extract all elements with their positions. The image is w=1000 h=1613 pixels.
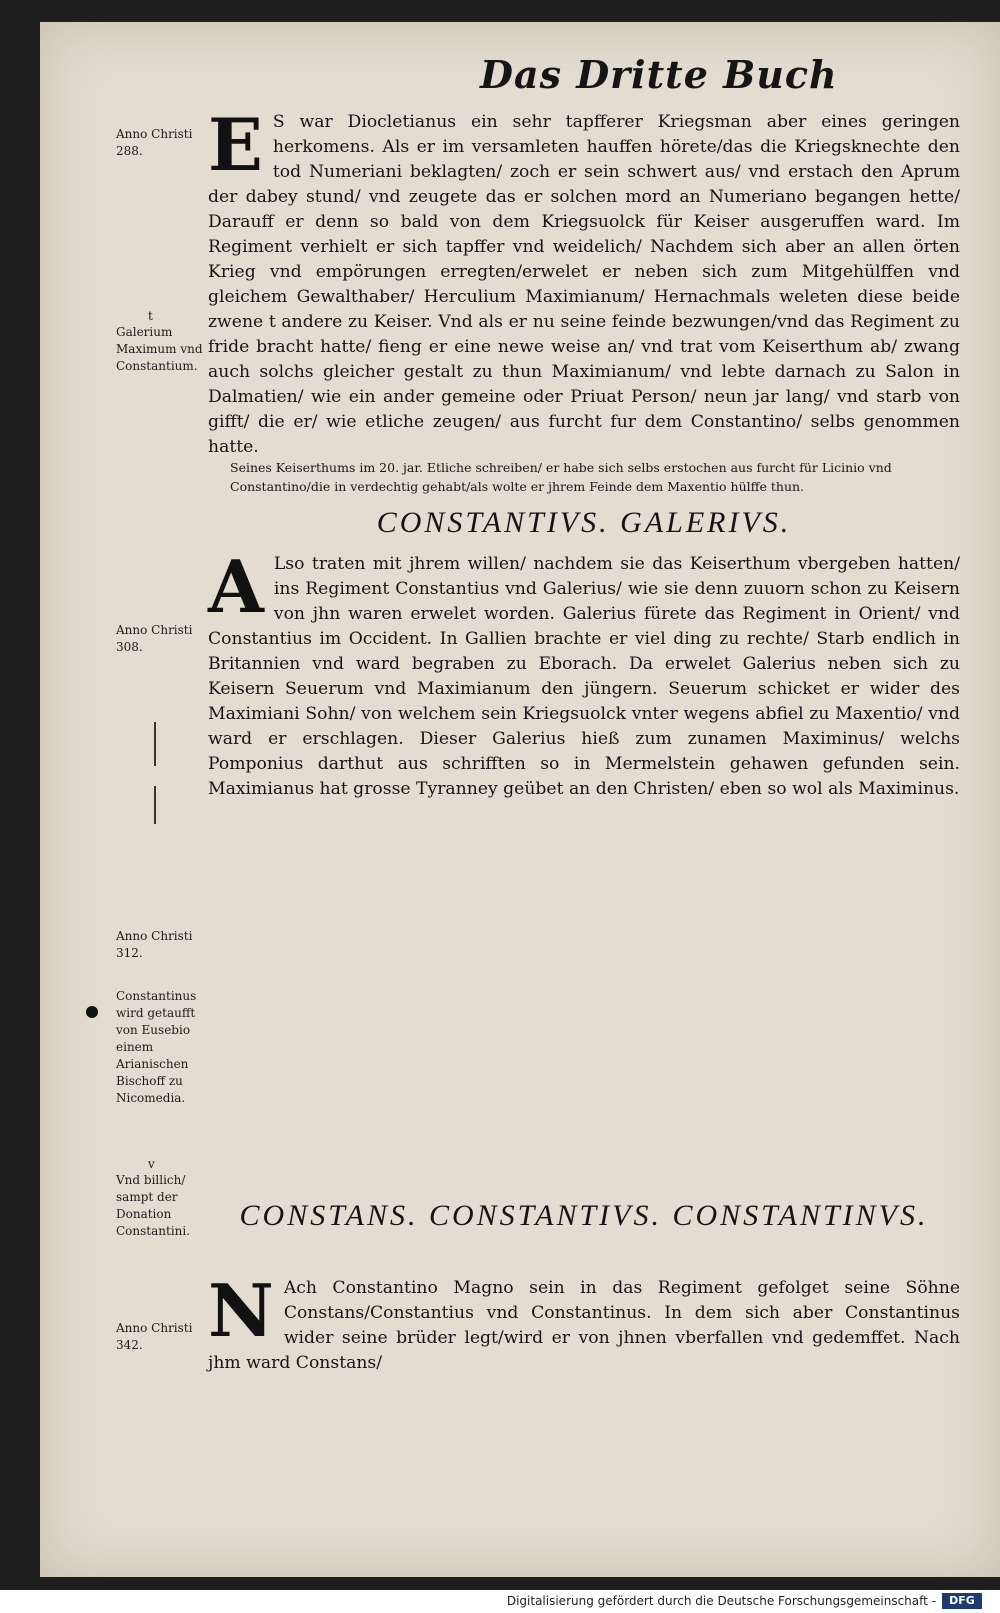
footer-credit: Digitalisierung gefördert durch die Deutsche Forschungsgemeinschaft - [506,1594,936,1608]
paragraph: Ach Constantino Magno sein in das Regiment gefolget seine Söhne Constans/Constantius vnd Constantinus. In dem sich aber Constantinus wider seine brüder legt/wird er von jhnen vberfallen vnd gedemffet. Nach jhm ward Constans/ [208,1278,960,1373]
footer-bar [0,1590,1000,1613]
text-section [208,1268,960,1376]
margin-note: Anno Christi 312. [116,929,193,960]
dropcap: E [208,102,263,187]
margin-note: Anno Christi 342. [116,1321,193,1352]
margin-note: v [148,1157,155,1171]
section-heading: CONSTANS. CONSTANTIVS. CONSTANTINVS. [239,1199,929,1232]
margin-marker-line [154,722,156,766]
text-section [208,544,960,802]
margin-marker-line [154,786,156,824]
margin-note: Anno Christi 308. [116,623,193,654]
dropcap: A [208,544,264,629]
paragraph: S war Diocletianus ein sehr tapfferer Kriegsman aber eines geringen herkomens. Als er im versamleten hauffen hörete/das die Kriegsknechte den tod Numeriani beklagten/ zoch er sein schwert aus/ vnd erstach den Aprum der dabey stund/ vnd zeugete das er solchen mord an Numeriano begangen hette/ Darauff er denn so bald von dem Kriegsuolck für Keiser ausgeruffen ward. Im Regiment verhielt er sich tapffer vnd weidelich/ Nachdem sich aber an allen örten Krieg vnd empörungen erregten/erwelet er neben sich zum Mitgehülffen vnd gleichem Gewalthaber/ Herculium Maximianum/ Hernachmals weleten diese beide zwene t andere zu Keiser. Vnd als er nu seine feinde bezwungen/vnd das Regiment zu fride bracht hatte/ fieng er eine newe weise an/ vnd trat vom Keiserthum ab/ zwang auch solchs gleicher gestalt zu thun Maximianum/ vnd lebte darnach zu Salon in Dalmatien/ wie ein ander gemeine oder Priuat Person/ neun jar lang/ vnd starb von gifft/ die er/ wie etliche zeugen/ aus furcht fur dem Constantino/ selbs genommen hatte. [208,112,960,457]
section-heading: CONSTANTIVS. GALERIVS. [376,506,792,539]
margin-note: Vnd billich/ sampt der Donation Constantini. [116,1173,191,1238]
page-title: Das Dritte Buch [480,52,838,97]
margin-note: Constantinus wird getaufft von Eusebio einem Arianischen Bischoff zu Nicomedia. [116,989,197,1105]
margin-note: Anno Christi 288. [116,127,193,158]
small-print-note: Seines Keiserthums im 20. jar. Etliche schreiben/ er habe sich selbs erstochen aus furcht für Licinio vnd Constantino/die in verdechtig gehabt/als wolte er jhrem Feinde dem Maxentio hülffe thun. [230,460,892,494]
margin-bullet [86,1006,98,1018]
dropcap: N [208,1268,274,1353]
text-section [208,102,960,460]
margin-note: t [148,309,153,323]
margin-note: Galerium Maximum vnd Constantium. [116,325,203,373]
paragraph: Lso traten mit jhrem willen/ nachdem sie das Keiserthum vbergeben hatten/ ins Regiment Constantius vnd Galerius/ wie sie denn zuuorn schon zu Keisern von jhn waren erwelet worden. Galerius fürete das Regiment in Orient/ vnd Constantius im Occident. In Gallien brachte er viel ding zu rechte/ Starb endlich in Britannien vnd ward begraben zu Eborach. Da erwelet Galerius neben sich zu Keisern Seuerum vnd Maximianum den jüngern. Seuerum schicket er wider des Maximiani Sohn/ von welchem sein Kriegsuolck vnter wegens abfiel zu Maxentio/ vnd ward er erschlagen. Dieser Galerius hieß zum zunamen Maximinus/ welchs Pomponius darthut aus schrifften so in Mermelstein gehawen gefunden sein. Maximianus hat grosse Tyranney geübet an den Christen/ eben so wol als Maximinus. [208,554,960,799]
dfg-logo: DFG [942,1593,982,1609]
